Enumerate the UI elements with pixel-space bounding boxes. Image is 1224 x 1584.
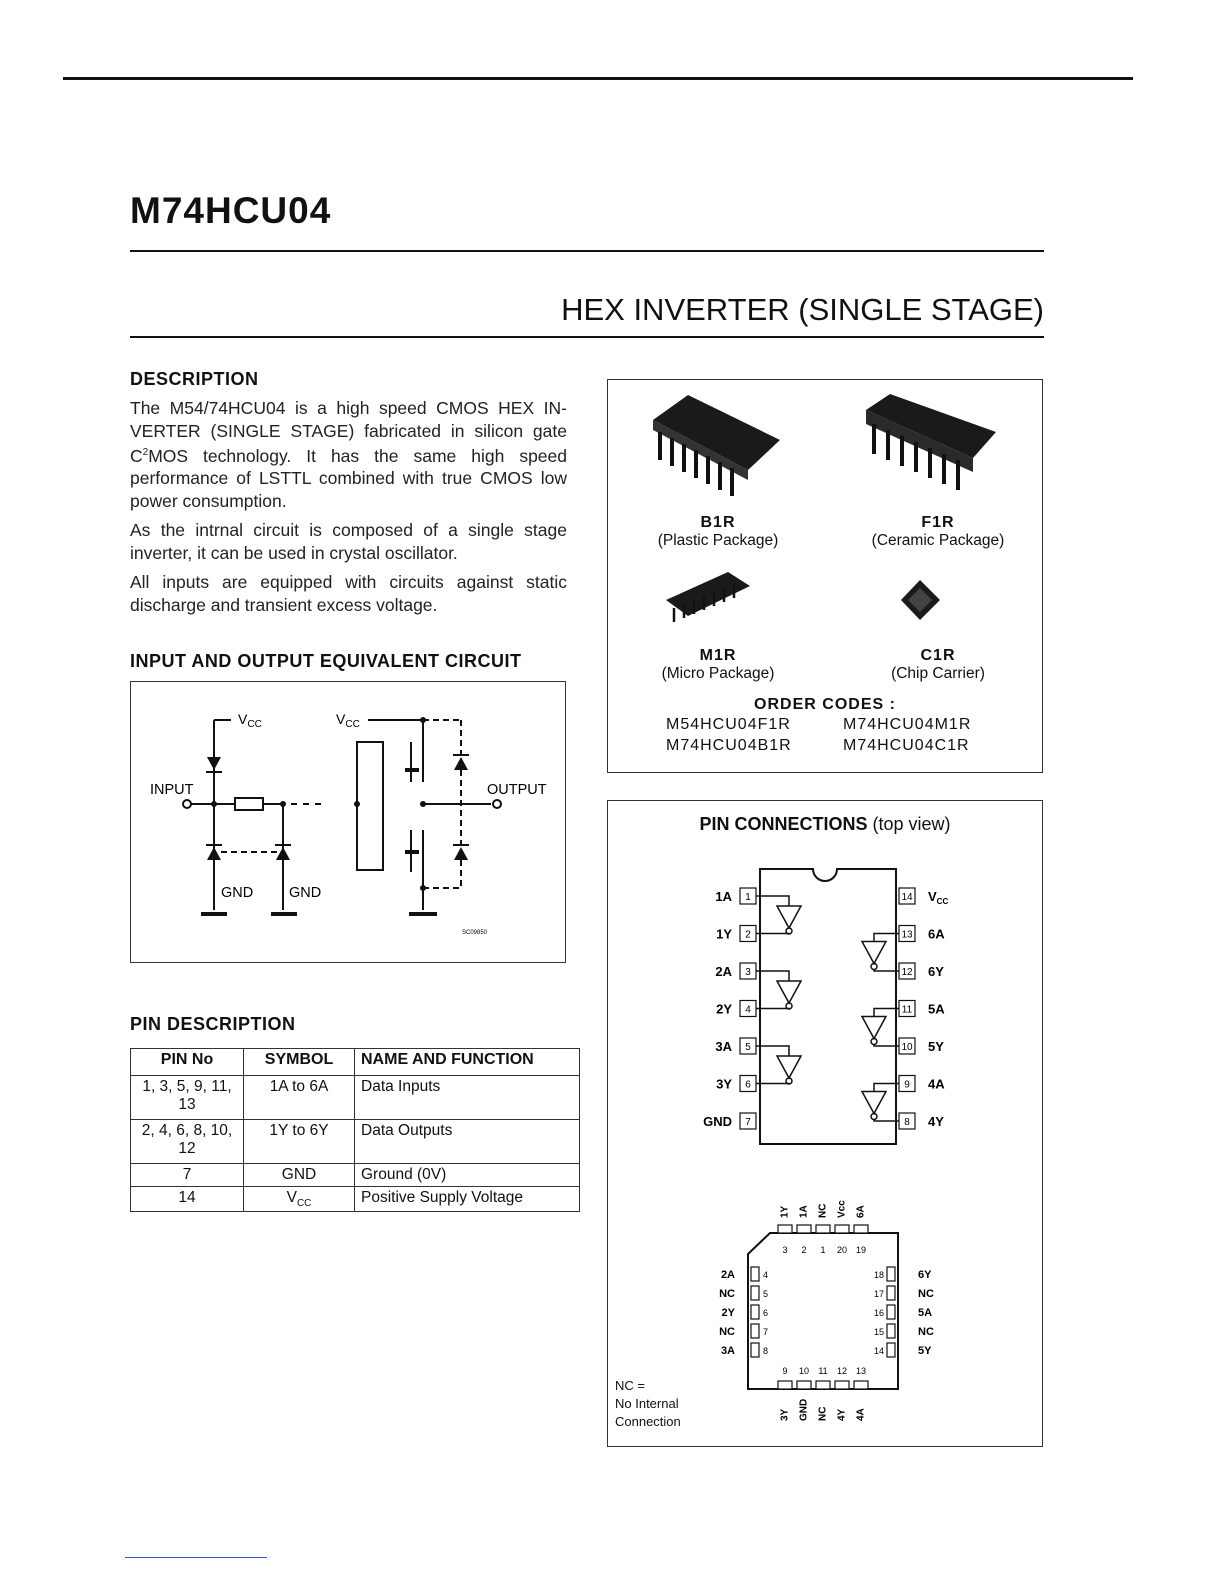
plcc-pin-number: 5: [763, 1289, 769, 1299]
plcc-top-label: NC: [817, 1203, 829, 1218]
dip-pin-label: 2Y: [716, 1001, 732, 1017]
plcc-pin-number: 11: [818, 1366, 828, 1376]
dip-pin-number: 14: [901, 892, 913, 903]
order-code-2: M74HCU04M1R: [843, 716, 972, 733]
dip-pin-number: 9: [904, 1079, 910, 1091]
m1r-package-image: [666, 572, 750, 622]
title-rule: [130, 250, 1044, 252]
plcc-left-label: NC: [719, 1326, 735, 1338]
package-f1r: [848, 514, 1028, 550]
plcc-bottom-label: GND: [798, 1398, 810, 1421]
package-m1r-name: (Micro Package): [661, 665, 775, 682]
plcc-pin-number: 2: [801, 1245, 807, 1255]
package-m1r-code: M1R: [699, 647, 737, 664]
plcc-left-label: NC: [719, 1288, 735, 1300]
description-sup: 2: [142, 447, 149, 458]
plcc-right-label: 5A: [918, 1307, 933, 1319]
c1r-package-image: [901, 580, 940, 620]
plcc-pin-box: [751, 1305, 759, 1319]
dip-pin-label: 3Y: [716, 1076, 732, 1092]
vcc-symbol-sub: CC: [296, 1198, 312, 1210]
description-para-3: All inputs are equipped with circuits against static discharge and transient excess voltage.: [130, 572, 567, 615]
plcc-pin-box: [835, 1225, 849, 1233]
cell-symbol: 1Y to 6Y: [244, 1120, 355, 1164]
package-b1r-code: B1R: [700, 514, 736, 531]
dip-pin-number: 3: [745, 967, 751, 978]
plcc-pin-number: 18: [873, 1270, 884, 1280]
dip-pin-number: 4: [745, 1004, 751, 1016]
plcc-top-label: 1A: [798, 1205, 810, 1218]
plcc-pin-box: [816, 1381, 830, 1389]
description-para-1: [130, 397, 567, 512]
col-pin-no: PIN No: [131, 1049, 244, 1076]
plcc-pin-number: 4: [763, 1270, 769, 1280]
plcc-pin-box: [751, 1267, 759, 1281]
plcc-pin-number: 13: [855, 1366, 867, 1376]
plcc-pin-number: 9: [782, 1366, 788, 1376]
package-c1r: [848, 647, 1028, 683]
dip-pin-label: 3A: [715, 1039, 732, 1054]
dip-pin-number: 7: [745, 1117, 751, 1128]
page-subtitle: HEX INVERTER (SINGLE STAGE): [561, 292, 1044, 327]
description-para-1b: MOS technology. It has the same high speed performance of LSTTL combined with true CMOS low power consumption.: [130, 445, 567, 511]
dip-pin-label: 1Y: [716, 926, 732, 942]
dip-body: [760, 869, 896, 1144]
plcc-top-label: Vcc: [836, 1200, 848, 1218]
equiv-circuit-diagram: [131, 682, 565, 962]
dip-pin-label: 6A: [928, 926, 945, 942]
dip-pin-number: 5: [745, 1042, 751, 1053]
cell-pin: 2, 4, 6, 8, 10, 12: [131, 1120, 244, 1164]
gnd-label-1: GND: [221, 885, 254, 901]
plcc-pin-number: 20: [836, 1245, 848, 1255]
plcc-bottom-label: 4Y: [836, 1408, 848, 1421]
nc-note: [615, 1377, 681, 1431]
cell-name: Data Outputs: [355, 1120, 580, 1164]
dip-pin-label: 5A: [928, 1001, 945, 1017]
vcc-symbol: V: [286, 1189, 297, 1206]
nc-note-line-2: No Internal: [615, 1396, 679, 1411]
package-b1r-name: (Plastic Package): [657, 532, 779, 549]
col-name-function: NAME AND FUNCTION: [355, 1049, 580, 1076]
plcc-pin-box: [887, 1267, 895, 1281]
cell-symbol: [244, 1187, 355, 1212]
gnd-label-2: GND: [289, 885, 322, 901]
plcc-pin-number: 17: [873, 1289, 884, 1299]
plcc-top-label: 6A: [855, 1205, 867, 1218]
plcc-bottom-label: NC: [817, 1406, 829, 1421]
cell-pin: 1, 3, 5, 9, 11, 13: [131, 1076, 244, 1120]
order-codes-heading: ORDER CODES :: [754, 696, 896, 713]
description-heading: DESCRIPTION: [130, 369, 259, 389]
circuit-code: SC09850: [462, 930, 488, 936]
plcc-pin-box: [887, 1324, 895, 1338]
table-row: [131, 1187, 580, 1212]
plcc-pin-box: [854, 1225, 868, 1233]
dip-pin-label: 6Y: [928, 964, 944, 979]
dip-pin-number: 6: [745, 1079, 751, 1091]
table-row: [131, 1164, 580, 1187]
plcc-pin-box: [835, 1381, 849, 1389]
description-para-1a: The M54/74HCU04 is a high speed CMOS HEX IN- VERTER (SINGLE STAGE) fabricated in silicon gate C: [130, 398, 567, 466]
plcc-pin-box: [887, 1286, 895, 1300]
b1r-package-image: [653, 395, 780, 496]
dip-pin-number: 2: [745, 929, 751, 941]
package-m1r: [628, 647, 808, 683]
plcc-pin-box: [751, 1343, 759, 1357]
order-code-1: M54HCU04F1R: [666, 716, 791, 733]
pin-description-table: [130, 1048, 580, 1212]
plcc-pin-number: 15: [873, 1327, 884, 1337]
plcc-pin-number: 6: [763, 1308, 769, 1318]
plcc-left-label: 2Y: [721, 1307, 735, 1319]
plcc-pin-number: 12: [836, 1366, 848, 1376]
vcc-label-left: $V_{CC}$: [238, 711, 262, 730]
plcc-pin-number: 3: [782, 1245, 788, 1255]
plcc-pin-box: [887, 1343, 895, 1357]
plcc-pin-number: 1: [820, 1245, 826, 1255]
plcc-pin-box: [854, 1381, 868, 1389]
package-b1r: [628, 514, 808, 550]
plcc-bottom-label: 3Y: [779, 1408, 791, 1421]
dip-pin-label: 4Y: [928, 1114, 944, 1129]
cell-symbol: GND: [244, 1164, 355, 1187]
plcc-pin-number: 8: [763, 1346, 769, 1356]
plcc-pin-box: [797, 1381, 811, 1389]
plcc-pin-box: [751, 1286, 759, 1300]
footer-link-underline: [125, 1557, 267, 1558]
plcc-pin-number: 16: [873, 1308, 884, 1318]
package-c1r-name: (Chip Carrier): [891, 665, 985, 682]
pin-description-heading: PIN DESCRIPTION: [130, 1014, 296, 1034]
dip-pin-label: 5Y: [928, 1039, 944, 1054]
vcc-label-right: $V_{CC}$: [336, 711, 360, 730]
dip-pin-label: 2A: [715, 964, 732, 979]
output-label: OUTPUT: [487, 782, 547, 798]
plcc-pin-number: 7: [763, 1327, 769, 1337]
plcc-right-label: NC: [918, 1326, 934, 1338]
dip-pin-label: $V_{CC}$: [928, 889, 949, 906]
plcc-bottom-label: 4A: [855, 1408, 867, 1421]
cell-name: Ground (0V): [355, 1164, 580, 1187]
packages-box: [607, 379, 1043, 773]
table-row: [131, 1120, 580, 1164]
dip-pin-label: GND: [703, 1114, 732, 1129]
f1r-package-image: [866, 394, 996, 490]
plcc-pin-number: 10: [798, 1366, 810, 1376]
dip-pin-number: 11: [901, 1004, 913, 1016]
pin-connections-box: [607, 800, 1043, 1447]
plcc-right-label: 6Y: [918, 1269, 932, 1281]
plcc-left-label: 2A: [720, 1269, 735, 1281]
pin-connections-diagram: [608, 801, 1042, 1446]
plcc-pin-box: [887, 1305, 895, 1319]
dip-pin-number: 12: [901, 967, 913, 978]
plcc-pin-box: [797, 1225, 811, 1233]
dip-pin-number: 1: [745, 892, 751, 903]
package-f1r-code: F1R: [921, 514, 955, 531]
cell-name: Positive Supply Voltage: [355, 1187, 580, 1212]
plcc-pin-box: [816, 1225, 830, 1233]
page-title: M74HCU04: [130, 190, 332, 231]
subtitle-rule: [130, 336, 1044, 338]
dip-pin-label: 4A: [928, 1076, 945, 1092]
input-label: INPUT: [150, 782, 194, 798]
description-para-2: As the intrnal circuit is composed of a single stage inverter, it can be used in crystal oscillator.: [130, 520, 567, 563]
plcc-right-label: NC: [918, 1288, 934, 1300]
nc-note-line-3: Connection: [615, 1414, 681, 1429]
cell-name: Data Inputs: [355, 1076, 580, 1120]
table-row: [131, 1076, 580, 1120]
order-code-3: M74HCU04B1R: [666, 737, 792, 754]
plcc-pin-box: [751, 1324, 759, 1338]
pin-connections-heading-bold: PIN CONNECTIONS: [699, 814, 868, 834]
cell-symbol: 1A to 6A: [244, 1076, 355, 1120]
package-f1r-name: (Ceramic Package): [871, 532, 1005, 549]
cell-pin: 14: [131, 1187, 244, 1212]
top-rule: [63, 77, 1133, 80]
plcc-right-label: 5Y: [918, 1345, 932, 1357]
dip-pin-label: 1A: [715, 889, 732, 904]
plcc-pin-box: [778, 1225, 792, 1233]
cell-pin: 7: [131, 1164, 244, 1187]
dip-pin-number: 8: [904, 1117, 910, 1128]
nc-note-line-1: NC =: [615, 1378, 645, 1393]
col-symbol: SYMBOL: [244, 1049, 355, 1076]
plcc-left-label: 3A: [720, 1345, 735, 1357]
order-code-4: M74HCU04C1R: [843, 737, 970, 754]
plcc-pin-box: [778, 1381, 792, 1389]
dip-pin-number: 13: [901, 929, 913, 941]
pin-connections-heading-rest: (top view): [867, 814, 951, 834]
plcc-top-label: 1Y: [779, 1205, 791, 1218]
plcc-pin-number: 14: [873, 1346, 884, 1356]
dip-pin-number: 10: [901, 1042, 913, 1053]
package-c1r-code: C1R: [920, 647, 956, 664]
table-header-row: [131, 1049, 580, 1076]
equiv-heading: INPUT AND OUTPUT EQUIVALENT CIRCUIT: [130, 651, 522, 671]
plcc-pin-number: 19: [855, 1245, 867, 1255]
description-text: [130, 397, 567, 623]
equiv-circuit-box: [130, 681, 566, 963]
